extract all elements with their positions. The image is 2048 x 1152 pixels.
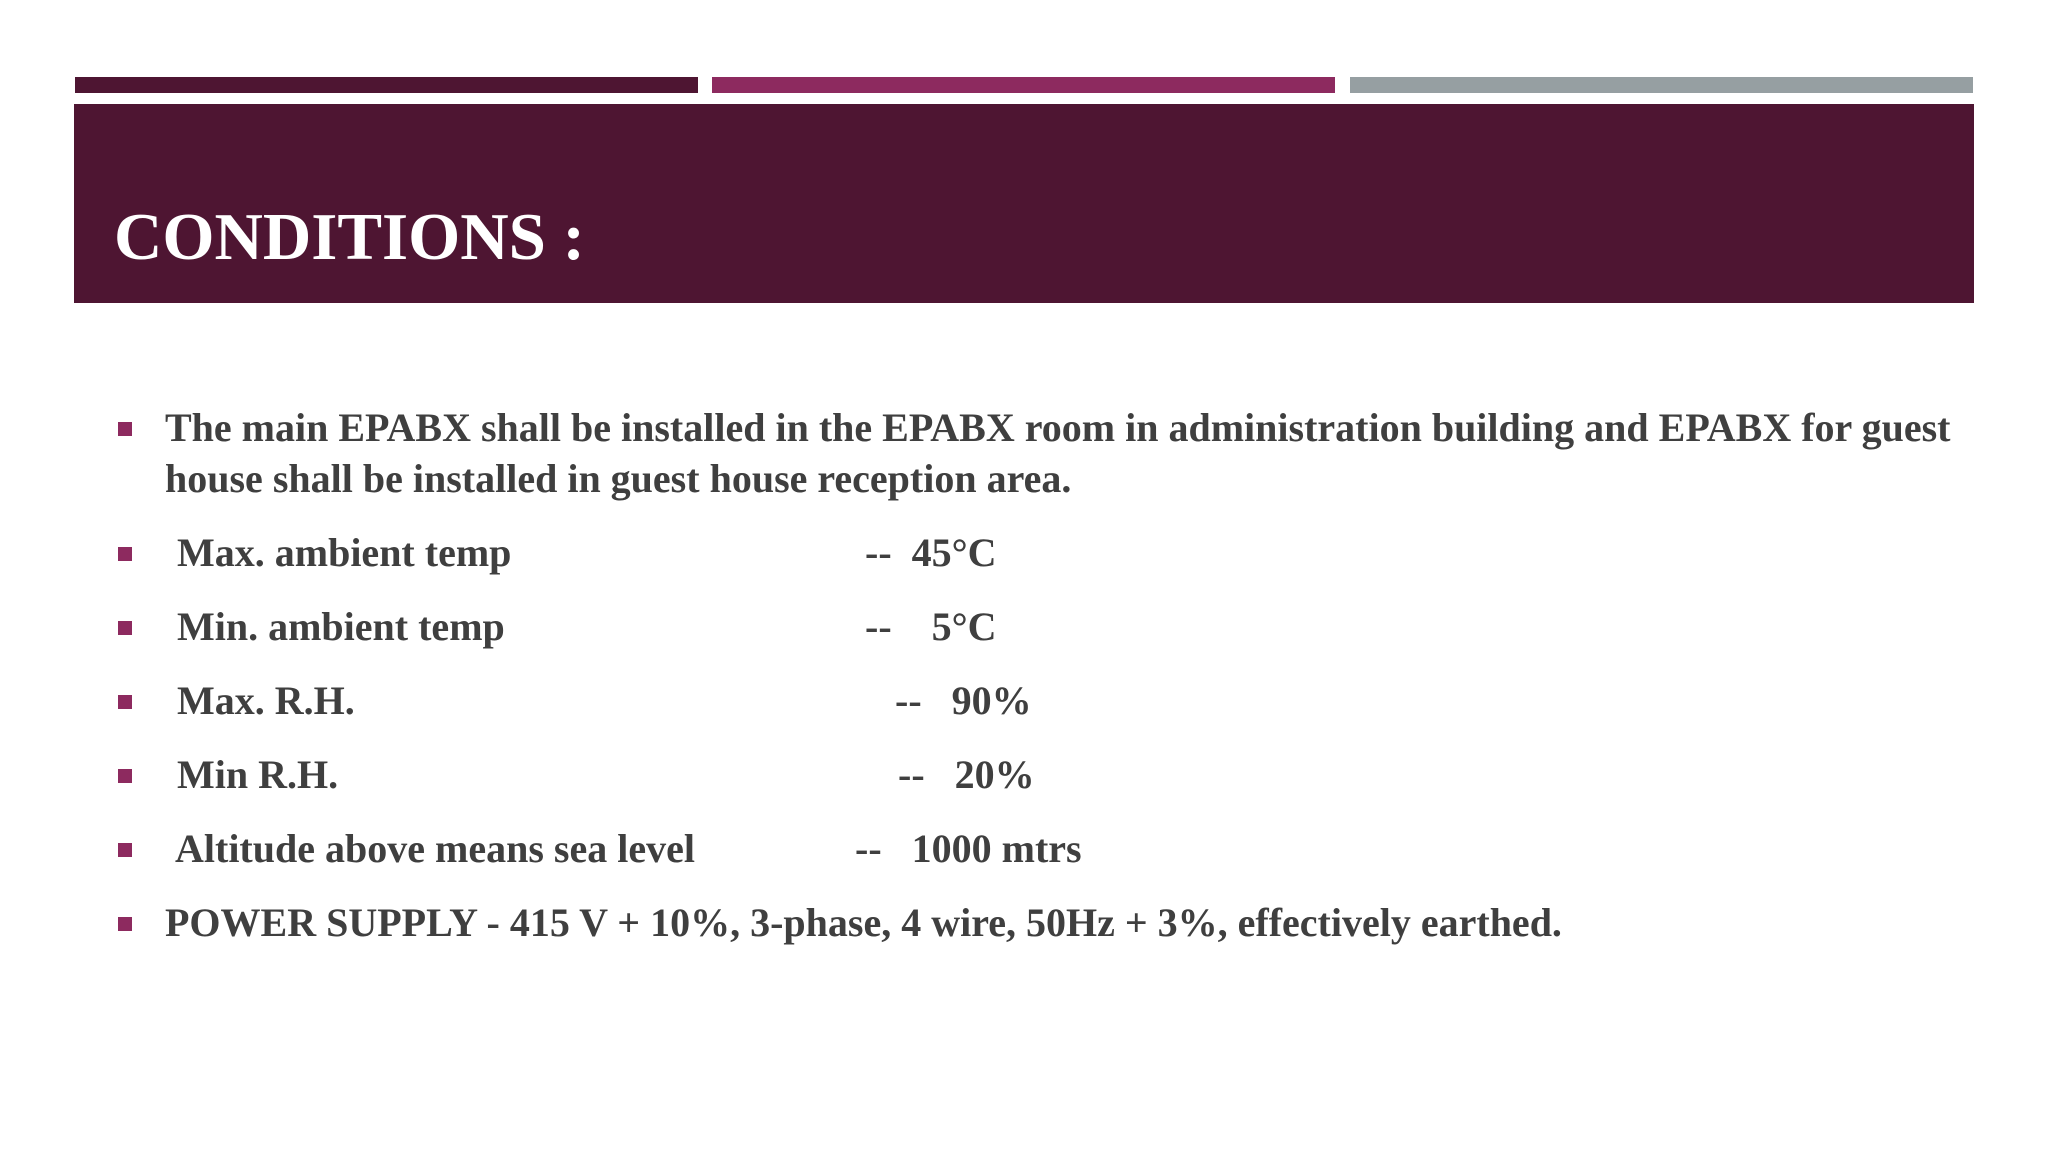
square-bullet-icon <box>118 621 132 635</box>
bullet-label: Max. R.H. <box>177 678 355 723</box>
bullet-list <box>115 402 1965 948</box>
bullet-max-rh <box>115 675 1965 726</box>
bullet-min-ambient-temp <box>115 601 1965 652</box>
bullet-label: Min. ambient temp <box>177 604 505 649</box>
bullet-altitude <box>115 823 1965 874</box>
square-bullet-icon <box>118 422 132 436</box>
accent-bar-dark <box>75 77 698 93</box>
bullet-text: POWER SUPPLY - 415 V + 10%, 3-phase, 4 wire, 50Hz + 3%, effectively earthed. <box>165 900 1562 945</box>
slide-title: CONDITIONS : <box>114 200 585 274</box>
accent-bar-grey <box>1350 77 1973 93</box>
square-bullet-icon <box>118 547 132 561</box>
square-bullet-icon <box>118 843 132 857</box>
square-bullet-icon <box>118 917 132 931</box>
bullet-label: Max. ambient temp <box>177 530 512 575</box>
square-bullet-icon <box>118 695 132 709</box>
title-band <box>74 104 1974 303</box>
bullet-value: -- 90% <box>895 678 1032 723</box>
bullet-min-rh <box>115 749 1965 800</box>
bullet-power-supply <box>115 897 1965 948</box>
bullet-value: -- 45°C <box>865 530 997 575</box>
bullet-value: -- 20% <box>898 752 1035 797</box>
bullet-value: -- 1000 mtrs <box>855 826 1082 871</box>
bullet-text: The main EPABX shall be installed in the EPABX room in administration building and EPABX for guest house shall be installed in guest house reception area. <box>165 405 1951 501</box>
slide-body <box>115 402 1965 971</box>
bullet-epabx-location <box>115 402 1965 504</box>
bullet-label: Altitude above means sea level <box>175 826 695 871</box>
accent-bar-magenta <box>712 77 1335 93</box>
bullet-label: Min R.H. <box>177 752 339 797</box>
bullet-max-ambient-temp <box>115 527 1965 578</box>
square-bullet-icon <box>118 769 132 783</box>
bullet-value: -- 5°C <box>865 604 997 649</box>
